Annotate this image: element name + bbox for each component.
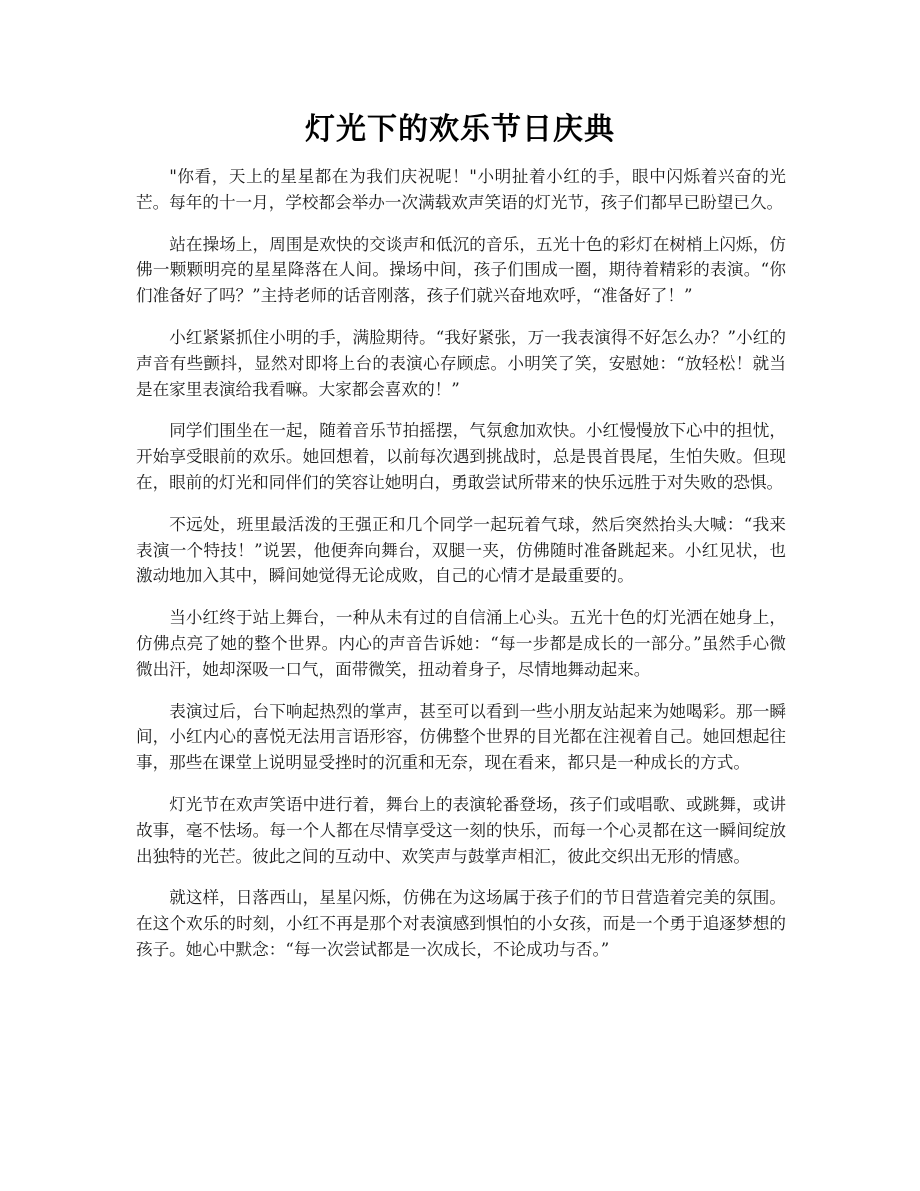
paragraph-3: 小红紧紧抓住小明的手，满脸期待。“我好紧张，万一我表演得不好怎么办？”小红的声音有些颤抖，显然对即将上台的表演心存顾虑。小明笑了笑，安慰她：“放轻松！就当是在家里表演给我看嘛。大家都会喜欢的！” [136,327,786,399]
paragraph-2: 站在操场上，周围是欢快的交谈声和低沉的音乐，五光十色的彩灯在树梢上闪烁，仿佛一颗颗明亮的星星降落在人间。操场中间，孩子们围成一圈，期待着精彩的表演。“你们准备好了吗？”主持老师的话音刚落，孩子们就兴奋地欢呼，“准备好了！” [136,234,786,306]
paragraph-9: 就这样，日落西山，星星闪烁，仿佛在为这场属于孩子们的节日营造着完美的氛围。在这个欢乐的时刻，小红不再是那个对表演感到惧怕的小女孩，而是一个勇于追逐梦想的孩子。她心中默念：“每一次尝试都是一次成长，不论成功与否。” [136,888,786,959]
paragraph-7: 表演过后，台下响起热烈的掌声，甚至可以看到一些小朋友站起来为她喝彩。那一瞬间，小红内心的喜悦无法用言语形容，仿佛整个世界的目光都在注视着自己。她回想起往事，那些在课堂上说明显受挫时的沉重和无奈，现在看来，都只是一种成长的方式。 [136,701,786,773]
paragraph-5: 不远处，班里最活泼的王强正和几个同学一起玩着气球，然后突然抬头大喊：“我来表演一个特技！”说罢，他便奔向舞台，双腿一夹，仿佛随时准备跳起来。小红见状，也激动地加入其中，瞬间她觉得无论成败，自己的心情才是最重要的。 [136,514,786,586]
document-body [136,164,786,979]
paragraph-8: 灯光节在欢声笑语中进行着，舞台上的表演轮番登场，孩子们或唱歌、或跳舞，或讲故事，毫不怯场。每一个人都在尽情享受这一刻的快乐，而每一个心灵都在这一瞬间绽放出独特的光芒。彼此之间的互动中、欢笑声与鼓掌声相汇，彼此交织出无形的情感。 [136,794,786,866]
paragraph-6: 当小红终于站上舞台，一种从未有过的自信涌上心头。五光十色的灯光洒在她身上，仿佛点亮了她的整个世界。内心的声音告诉她：“每一步都是成长的一部分。”虽然手心微微出汗，她却深吸一口气，面带微笑，扭动着身子，尽情地舞动起来。 [136,608,786,679]
paragraph-4: 同学们围坐在一起，随着音乐节拍摇摆，气氛愈加欢快。小红慢慢放下心中的担忧，开始享受眼前的欢乐。她回想着，以前每次遇到挑战时，总是畏首畏尾，生怕失败。但现在，眼前的灯光和同伴们的笑容让她明白，勇敢尝试所带来的快乐远胜于对失败的恐惧。 [136,421,786,492]
document-title: 灯光下的欢乐节日庆典 [305,112,615,147]
paragraph-1: "你看，天上的星星都在为我们庆祝呢！"小明扯着小红的手，眼中闪烁着兴奋的光芒。每年的十一月，学校都会举办一次满载欢声笑语的灯光节，孩子们都早已盼望已久。 [136,167,786,212]
